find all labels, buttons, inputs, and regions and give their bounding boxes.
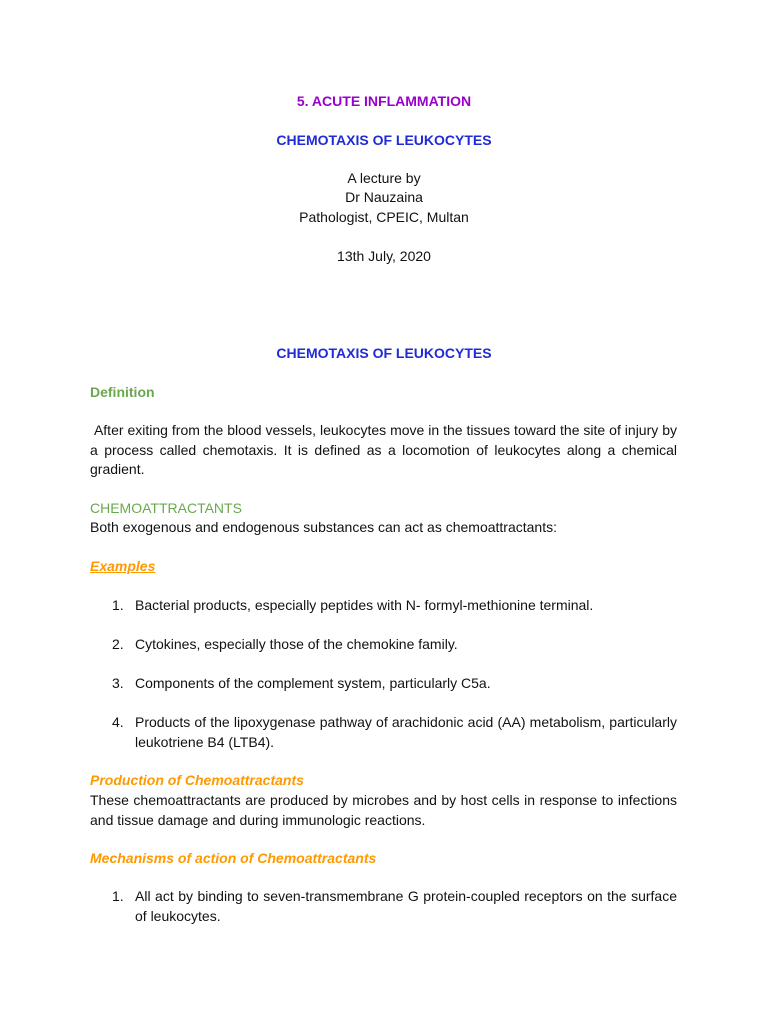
chemoattractants-heading: CHEMOATTRACTANTS — [90, 500, 242, 516]
list-item-number: 1. — [112, 888, 124, 904]
definition-heading: Definition — [90, 384, 155, 400]
byline-intro: A lecture by — [347, 170, 421, 186]
production-paragraph: These chemoattractants are produced by microbes and by host cells in response to infections and tissue damage and during immunologic reactions. — [90, 792, 677, 828]
production-heading: Production of Chemoattractants — [90, 772, 304, 788]
definition-paragraph: After exiting from the blood vessels, leukocytes move in the tissues toward the site of injury by a process called chemotaxis. It is defined as a locomotion of leukocytes along a chemical gradient. — [90, 422, 681, 477]
lecture-date: 13th July, 2020 — [337, 248, 431, 264]
list-item-text: Components of the complement system, particularly C5a. — [135, 675, 491, 691]
list-item-number: 1. — [112, 597, 124, 613]
list-item-text: Cytokines, especially those of the chemokine family. — [135, 636, 458, 652]
list-item-text: Bacterial products, especially peptides with N- formyl-methionine terminal. — [135, 597, 594, 613]
section-title: CHEMOTAXIS OF LEUKOCYTES — [276, 345, 492, 361]
mechanisms-heading: Mechanisms of action of Chemoattractants — [90, 850, 377, 866]
topic-title: CHEMOTAXIS OF LEUKOCYTES — [276, 132, 492, 148]
author-affiliation: Pathologist, CPEIC, Multan — [299, 209, 469, 225]
author-name: Dr Nauzaina — [345, 189, 423, 205]
list-item-number: 2. — [112, 636, 124, 652]
examples-heading: Examples — [90, 558, 156, 574]
list-item-text: Products of the lipoxygenase pathway of arachidonic acid (AA) metabolism, particularly leukotriene B4 (LTB4). — [135, 714, 677, 750]
chemoattractants-paragraph: Both exogenous and endogenous substances can act as chemoattractants: — [90, 519, 557, 535]
list-item-number: 3. — [112, 675, 124, 691]
list-item-text: All act by binding to seven-transmembrane G protein-coupled receptors on the surface of leukocytes. — [135, 888, 677, 924]
list-item-number: 4. — [112, 714, 124, 730]
chapter-title: 5. ACUTE INFLAMMATION — [296, 93, 472, 109]
